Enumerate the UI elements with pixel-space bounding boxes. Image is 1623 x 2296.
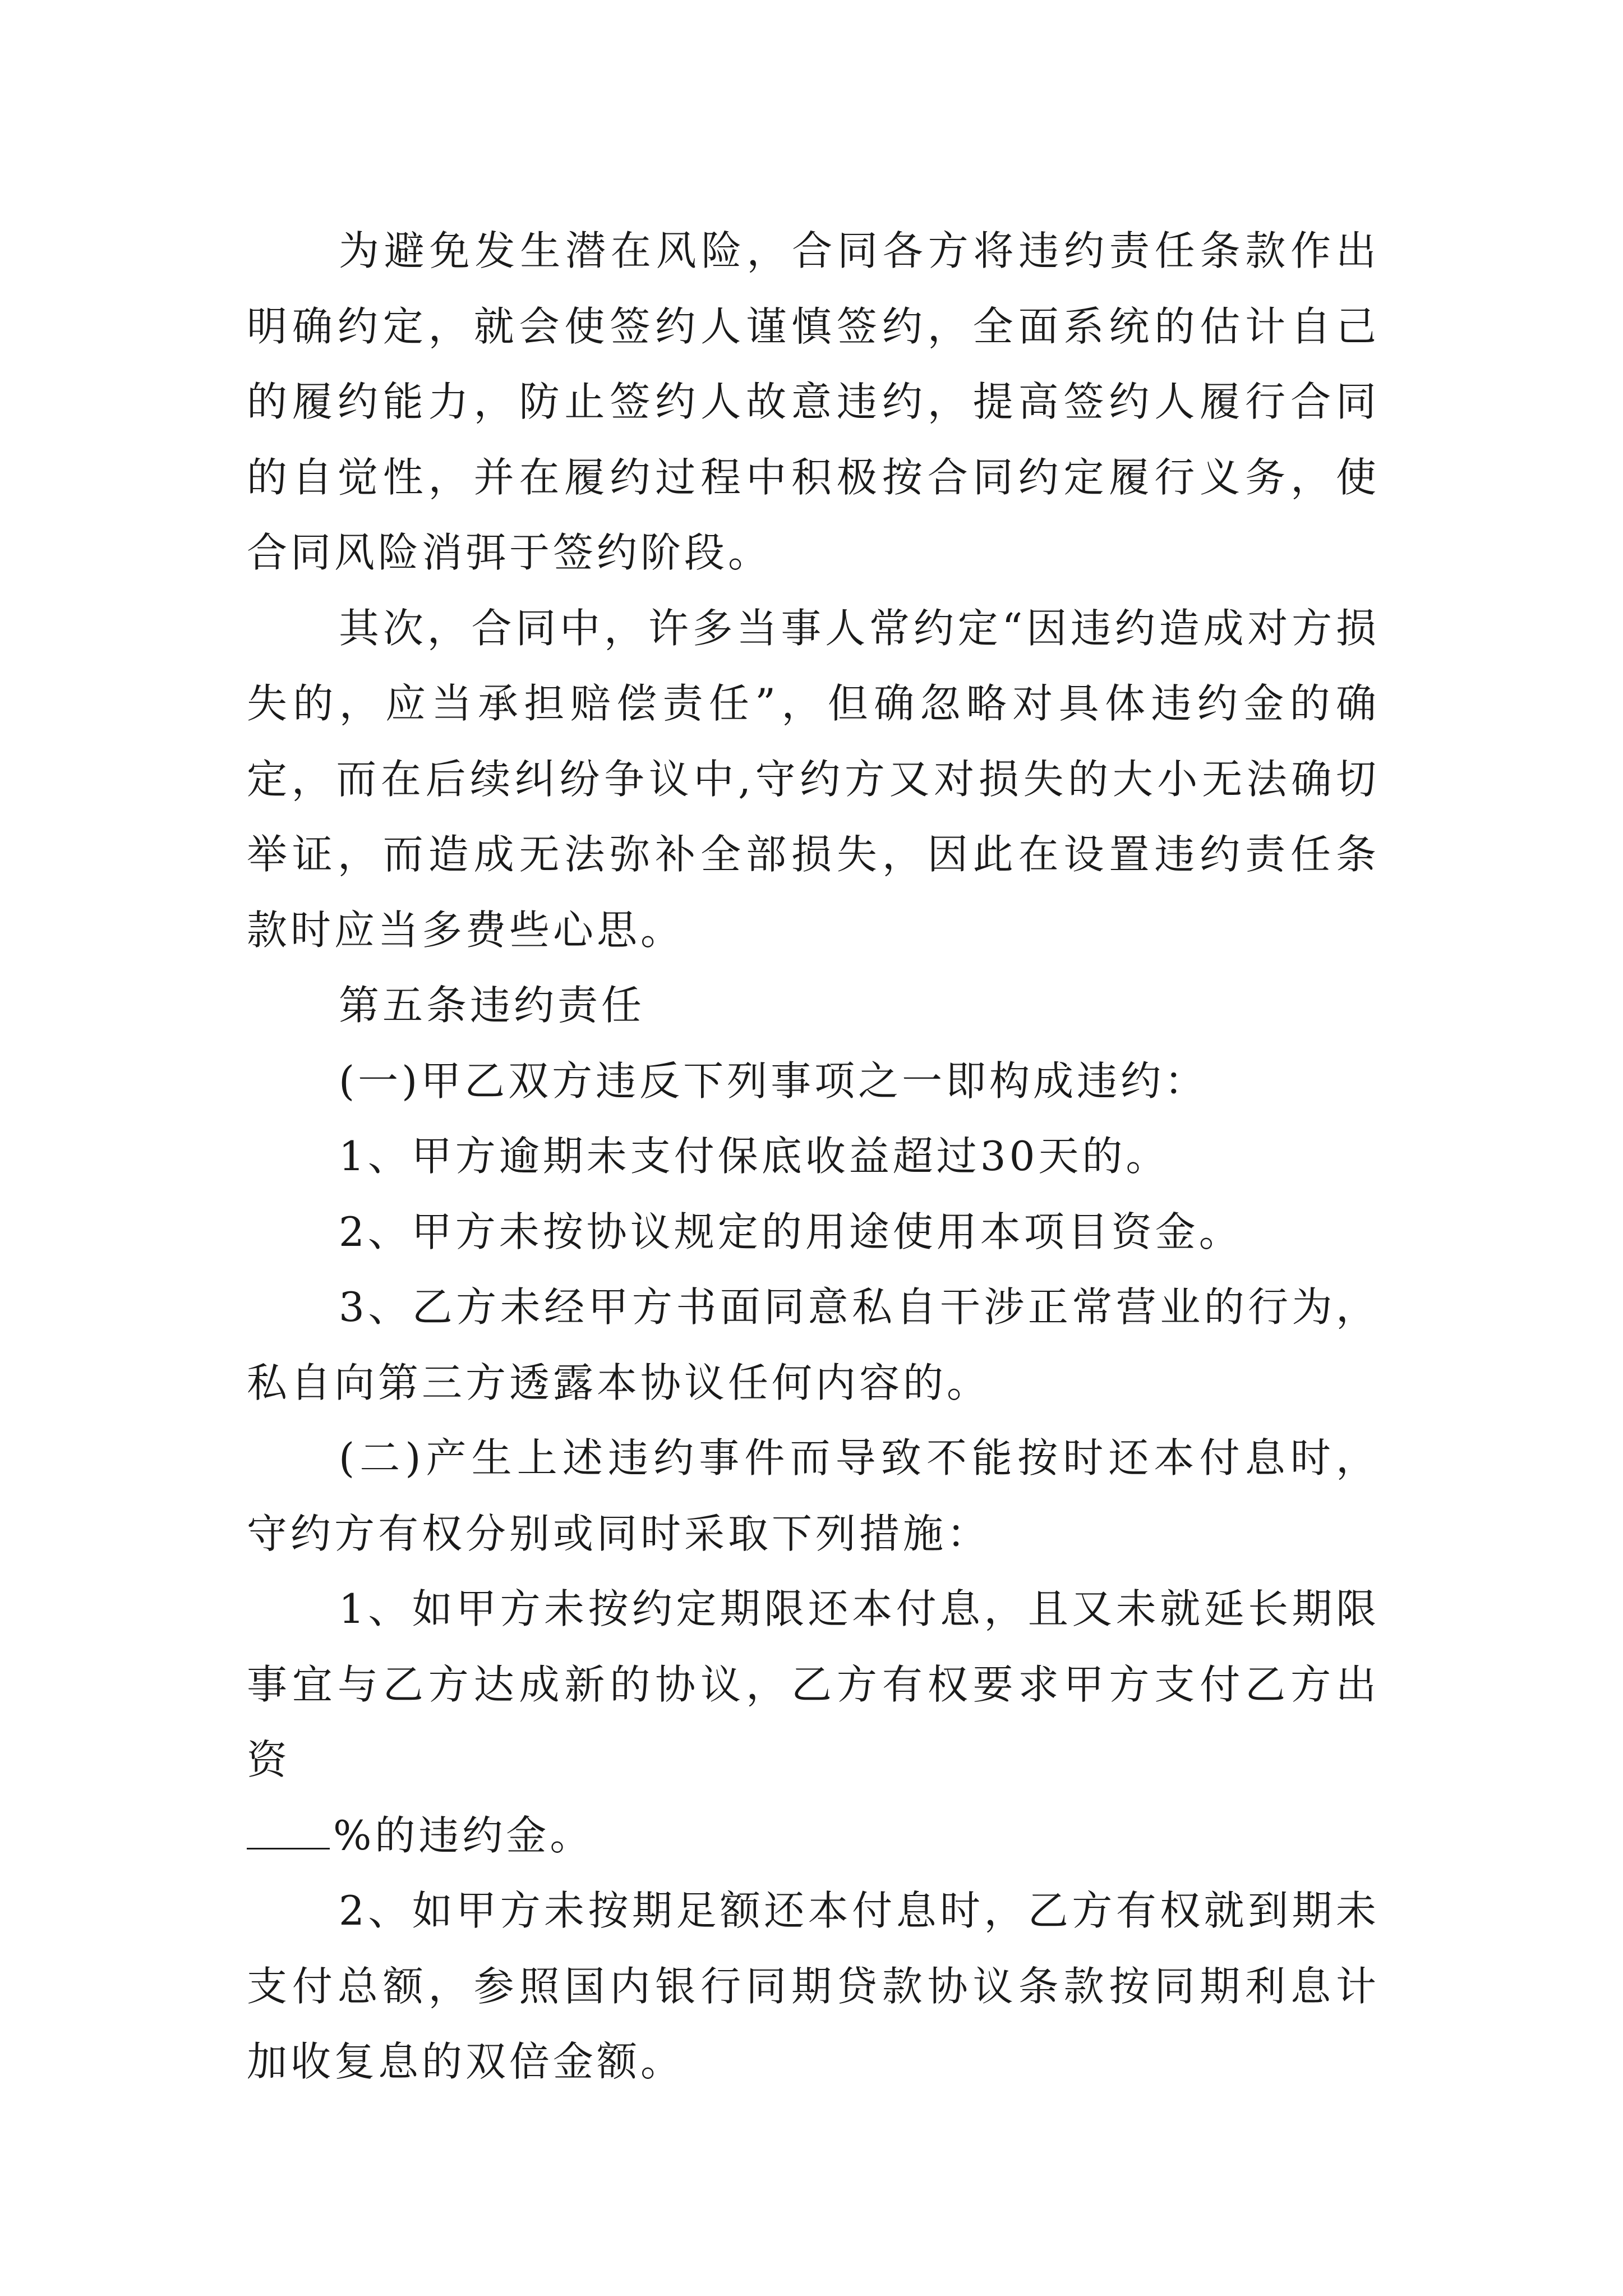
percentage-penalty-text: %的违约金。 [333,1811,594,1859]
article-five-heading: 第五条违约责任 [339,982,645,1029]
paragraph-risk-avoidance: 为避免发生潜在风险，合同各方将违约责任条款作出明确约定，就会使签约人谨慎签约，全面系统的估计自己的履约能力，防止签约人故意违约，提高签约人履行合同的自觉性，并在履约过程中积极按合同约定履行义务，使合同风险消弭于签约阶段。 [247,227,1380,576]
clause-remedy-item-1: 1、如甲方未按约定期限还本付息，且又未就延长期限事宜与乙方达成新的协议，乙方有权要求甲方支付乙方出资 [247,1585,1380,1783]
paragraph-liquidated-damages: 其次，合同中，许多当事人常约定“因违约造成对方损失的，应当承担赔偿责任”，但确忽略对具体违约金的确定，而在后续纠纷争议中,守约方又对损失的大小无法确切举证，而造成无法弥补全部损失，因此在设置违约责任条款时应当多费些心思。 [247,604,1380,954]
clause-breach-item-1: 1、甲方逾期未支付保底收益超过30天的。 [339,1133,1170,1180]
clause-breach-item-3: 3、乙方未经甲方书面同意私自干涉正常营业的行为，私自向第三方透露本协议任何内容的。 [247,1283,1380,1406]
clause-remedy-item-1-continued [247,1798,1380,1874]
clause-remedies-intro: (二)产生上述违约事件而导致不能按时还本付息时，守约方有权分别或同时采取下列措施： [247,1434,1380,1557]
percentage-blank-field [247,1814,330,1849]
clause-breach-events-intro: (一)甲乙双方违反下列事项之一即构成违约： [339,1057,1209,1105]
clause-remedy-item-2: 2、如甲方未按期足额还本付息时，乙方有权就到期未支付总额，参照国内银行同期贷款协议条款按同期利息计加收复息的双倍金额。 [247,1887,1380,2085]
clause-breach-item-2: 2、甲方未按协议规定的用途使用本项目资金。 [339,1208,1243,1255]
document-page [247,213,1380,2100]
